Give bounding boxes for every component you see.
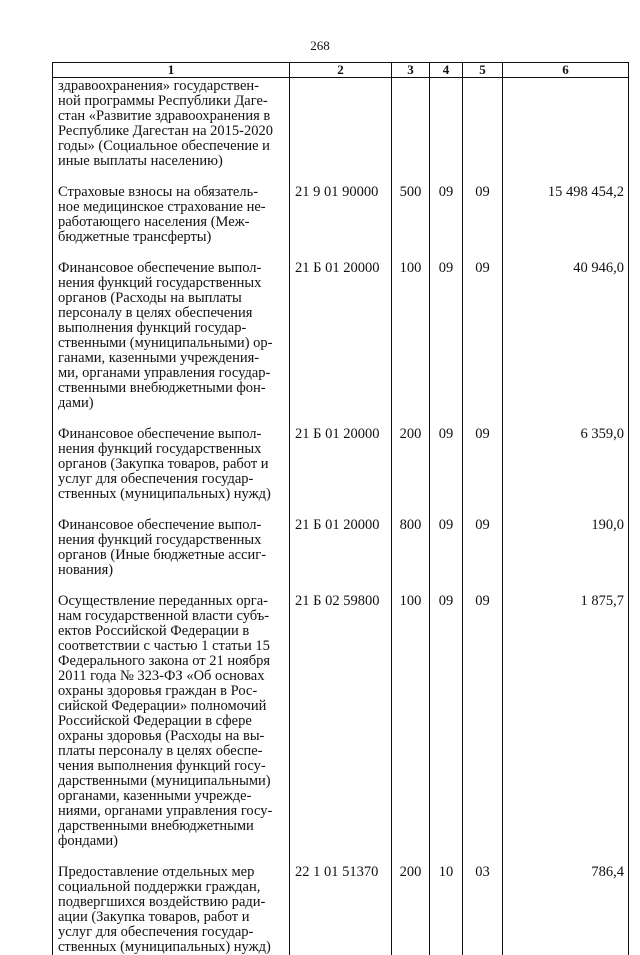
column-header-5: 5 [463, 63, 503, 78]
spacer-cell [290, 502, 392, 518]
description-line: годы» (Социальное обеспечение и [58, 139, 285, 154]
spacer-cell [392, 578, 430, 594]
spacer-cell [53, 169, 290, 185]
description-line: ми, органами управления государ- [58, 366, 285, 381]
description-line: сийской Федерации» полномочий [58, 699, 285, 714]
description-line: ственными (муниципальными) ор- [58, 336, 285, 351]
spacer-cell [503, 411, 629, 427]
spacer-cell [53, 245, 290, 261]
spacer-cell [53, 849, 290, 865]
spacer-cell [290, 411, 392, 427]
description-line: органов (Расходы на выплаты [58, 291, 285, 306]
table-row [53, 261, 629, 411]
row-spacer [53, 849, 629, 865]
description-line: органов (Иные бюджетные ассиг- [58, 548, 285, 563]
description-line: подвергшихся воздействию ради- [58, 895, 285, 910]
spacer-cell [430, 169, 463, 185]
budget-table [52, 62, 629, 955]
column-header-3: 3 [392, 63, 430, 78]
table-row [53, 78, 629, 170]
description-line: фондами) [58, 834, 285, 849]
table-row [53, 594, 629, 849]
amount-cell: 786,4 [503, 865, 629, 955]
description-line: Федерального закона от 21 ноября [58, 654, 285, 669]
description-line: дарственными (муниципальными) [58, 774, 285, 789]
table-row [53, 865, 629, 955]
subsection-cell: 03 [463, 865, 503, 955]
expense-type-cell [392, 78, 430, 170]
spacer-cell [503, 849, 629, 865]
description-line: Финансовое обеспечение выпол- [58, 518, 285, 533]
description-line: Финансовое обеспечение выпол- [58, 261, 285, 276]
description-line: органами, казенными учрежде- [58, 789, 285, 804]
spacer-cell [53, 502, 290, 518]
expense-type-cell: 800 [392, 518, 430, 578]
description-cell [53, 865, 290, 955]
description-line: охраны здоровья граждан в Рос- [58, 684, 285, 699]
description-line: 2011 года № 323-ФЗ «Об основах [58, 669, 285, 684]
budget-code-cell: 21 9 01 90000 [290, 185, 392, 245]
section-cell: 10 [430, 865, 463, 955]
spacer-cell [392, 169, 430, 185]
amount-cell: 190,0 [503, 518, 629, 578]
amount-cell [503, 78, 629, 170]
description-line: чения выполнения функций госу- [58, 759, 285, 774]
description-line: нования) [58, 563, 285, 578]
section-cell: 09 [430, 427, 463, 502]
budget-code-cell: 21 Б 01 20000 [290, 261, 392, 411]
description-cell [53, 185, 290, 245]
description-line: ственных (муниципальных) нужд) [58, 487, 285, 502]
description-line: иные выплаты населению) [58, 154, 285, 169]
description-line: работающего населения (Меж- [58, 215, 285, 230]
table-header-row [53, 63, 629, 78]
description-line: ектов Российской Федерации в [58, 624, 285, 639]
spacer-cell [290, 578, 392, 594]
amount-cell: 1 875,7 [503, 594, 629, 849]
column-header-6: 6 [503, 63, 629, 78]
description-line: дами) [58, 396, 285, 411]
spacer-cell [392, 502, 430, 518]
section-cell: 09 [430, 518, 463, 578]
spacer-cell [503, 169, 629, 185]
description-line: Российской Федерации в сфере [58, 714, 285, 729]
description-line: стан «Развитие здравоохранения в [58, 109, 285, 124]
row-spacer [53, 245, 629, 261]
spacer-cell [392, 245, 430, 261]
subsection-cell: 09 [463, 518, 503, 578]
table-row [53, 427, 629, 502]
section-cell [430, 78, 463, 170]
description-line: услуг для обеспечения государ- [58, 472, 285, 487]
table-row [53, 518, 629, 578]
description-line: охраны здоровья (Расходы на вы- [58, 729, 285, 744]
description-line: ное медицинское страхование не- [58, 200, 285, 215]
spacer-cell [463, 169, 503, 185]
spacer-cell [463, 849, 503, 865]
description-line: Осуществление переданных орга- [58, 594, 285, 609]
expense-type-cell: 200 [392, 865, 430, 955]
spacer-cell [290, 849, 392, 865]
subsection-cell: 09 [463, 427, 503, 502]
description-cell [53, 594, 290, 849]
amount-cell: 15 498 454,2 [503, 185, 629, 245]
row-spacer [53, 502, 629, 518]
description-line: бюджетные трансферты) [58, 230, 285, 245]
description-line: ниями, органами управления госу- [58, 804, 285, 819]
spacer-cell [430, 502, 463, 518]
spacer-cell [430, 578, 463, 594]
budget-code-cell [290, 78, 392, 170]
description-line: платы персоналу в целях обеспе- [58, 744, 285, 759]
description-cell [53, 78, 290, 170]
expense-type-cell: 100 [392, 594, 430, 849]
description-line: ации (Закупка товаров, работ и [58, 910, 285, 925]
description-line: выполнения функций государ- [58, 321, 285, 336]
spacer-cell [463, 245, 503, 261]
description-line: Предоставление отдельных мер [58, 865, 285, 880]
spacer-cell [290, 245, 392, 261]
expense-type-cell: 200 [392, 427, 430, 502]
section-cell: 09 [430, 185, 463, 245]
column-header-2: 2 [290, 63, 392, 78]
spacer-cell [430, 245, 463, 261]
spacer-cell [503, 578, 629, 594]
table-row [53, 185, 629, 245]
amount-cell: 40 946,0 [503, 261, 629, 411]
expense-type-cell: 500 [392, 185, 430, 245]
description-line: Финансовое обеспечение выпол- [58, 427, 285, 442]
row-spacer [53, 411, 629, 427]
description-line: ственных (муниципальных) нужд) [58, 940, 285, 955]
page-number: 268 [0, 38, 640, 54]
subsection-cell: 09 [463, 261, 503, 411]
subsection-cell [463, 78, 503, 170]
description-line: нения функций государственных [58, 442, 285, 457]
description-line: дарственными внебюджетными [58, 819, 285, 834]
subsection-cell: 09 [463, 594, 503, 849]
spacer-cell [430, 849, 463, 865]
spacer-cell [392, 849, 430, 865]
spacer-cell [392, 411, 430, 427]
description-line: социальной поддержки граждан, [58, 880, 285, 895]
section-cell: 09 [430, 261, 463, 411]
spacer-cell [463, 411, 503, 427]
spacer-cell [463, 578, 503, 594]
description-cell [53, 427, 290, 502]
column-header-4: 4 [430, 63, 463, 78]
description-line: ственными внебюджетными фон- [58, 381, 285, 396]
description-line: нения функций государственных [58, 276, 285, 291]
table-body [53, 78, 629, 955]
description-line: ганами, казенными учреждения- [58, 351, 285, 366]
row-spacer [53, 578, 629, 594]
description-line: соответствии с частью 1 статьи 15 [58, 639, 285, 654]
column-header-1: 1 [53, 63, 290, 78]
spacer-cell [503, 502, 629, 518]
spacer-cell [53, 411, 290, 427]
budget-code-cell: 21 Б 02 59800 [290, 594, 392, 849]
spacer-cell [290, 169, 392, 185]
description-line: здравоохранения» государствен- [58, 79, 285, 94]
description-line: услуг для обеспечения государ- [58, 925, 285, 940]
budget-code-cell: 21 Б 01 20000 [290, 427, 392, 502]
description-line: ной программы Республики Даге- [58, 94, 285, 109]
spacer-cell [463, 502, 503, 518]
description-cell [53, 261, 290, 411]
row-spacer [53, 169, 629, 185]
description-line: Республике Дагестан на 2015-2020 [58, 124, 285, 139]
section-cell: 09 [430, 594, 463, 849]
spacer-cell [430, 411, 463, 427]
spacer-cell [503, 245, 629, 261]
description-line: органов (Закупка товаров, работ и [58, 457, 285, 472]
description-line: нения функций государственных [58, 533, 285, 548]
budget-code-cell: 22 1 01 51370 [290, 865, 392, 955]
subsection-cell: 09 [463, 185, 503, 245]
budget-code-cell: 21 Б 01 20000 [290, 518, 392, 578]
amount-cell: 6 359,0 [503, 427, 629, 502]
description-line: персоналу в целях обеспечения [58, 306, 285, 321]
spacer-cell [53, 578, 290, 594]
description-line: нам государственной власти субъ- [58, 609, 285, 624]
expense-type-cell: 100 [392, 261, 430, 411]
description-cell [53, 518, 290, 578]
description-line: Страховые взносы на обязатель- [58, 185, 285, 200]
